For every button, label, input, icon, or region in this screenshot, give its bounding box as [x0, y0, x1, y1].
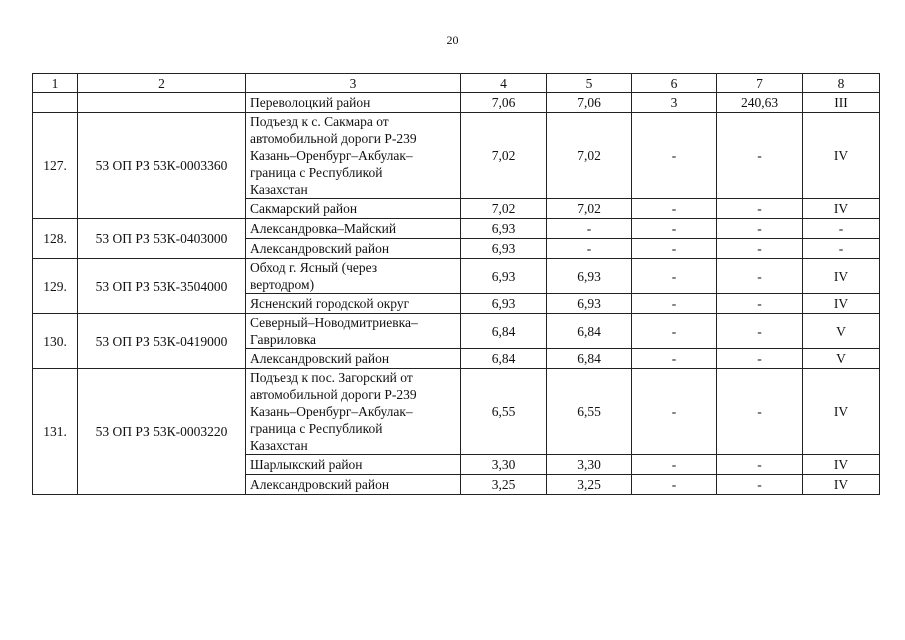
value-cell: - — [632, 113, 717, 199]
empty-cell — [33, 93, 78, 113]
district-name: Александровский район — [246, 349, 461, 369]
value-cell: 6,55 — [547, 369, 632, 455]
road-number: 131. — [33, 369, 78, 495]
district-name: Ясненский городской округ — [246, 294, 461, 314]
header-cell: 4 — [461, 74, 547, 93]
value-cell: - — [632, 199, 717, 219]
district-name: Шарлыкский район — [246, 455, 461, 475]
road-row — [33, 314, 880, 349]
road-name-line: Гавриловка — [250, 332, 317, 347]
value-cell: - — [632, 219, 717, 239]
value-cell: - — [717, 369, 803, 455]
header-cell: 7 — [717, 74, 803, 93]
road-name-line: Казахстан — [250, 438, 308, 453]
road-number: 127. — [33, 113, 78, 219]
road-name — [246, 219, 461, 239]
value-cell: 6,84 — [461, 314, 547, 349]
value-cell: V — [803, 349, 880, 369]
value-cell: - — [717, 314, 803, 349]
empty-cell — [78, 93, 246, 113]
value-cell: - — [547, 239, 632, 259]
value-cell: 6,93 — [547, 259, 632, 294]
value-cell: 6,84 — [547, 314, 632, 349]
value-cell: 7,06 — [461, 93, 547, 113]
value-cell: IV — [803, 199, 880, 219]
value-cell: 6,93 — [461, 294, 547, 314]
value-cell: - — [717, 199, 803, 219]
road-number: 129. — [33, 259, 78, 314]
road-name — [246, 314, 461, 349]
value-cell: - — [632, 369, 717, 455]
road-name — [246, 113, 461, 199]
header-cell: 3 — [246, 74, 461, 93]
road-name-line: граница с Республикой — [250, 421, 383, 436]
value-cell: 7,02 — [547, 113, 632, 199]
road-row — [33, 219, 880, 239]
value-cell: 3 — [632, 93, 717, 113]
value-cell: 240,63 — [717, 93, 803, 113]
road-code: 53 ОП РЗ 53К-0403000 — [78, 219, 246, 259]
road-name-line: Обход г. Ясный (через — [250, 260, 378, 275]
value-cell: V — [803, 314, 880, 349]
value-cell: 7,02 — [461, 199, 547, 219]
value-cell: 6,84 — [461, 349, 547, 369]
value-cell: - — [717, 475, 803, 495]
district-name: Александровский район — [246, 239, 461, 259]
value-cell: - — [717, 455, 803, 475]
road-code: 53 ОП РЗ 53К-0003360 — [78, 113, 246, 219]
roads-table — [32, 73, 880, 495]
road-name-line: Казань–Оренбург–Акбулак– — [250, 404, 413, 419]
value-cell: IV — [803, 475, 880, 495]
continuation-row — [33, 93, 880, 113]
road-name-line: вертодром) — [250, 277, 315, 292]
value-cell: 7,02 — [461, 113, 547, 199]
value-cell: IV — [803, 455, 880, 475]
header-row — [33, 74, 880, 93]
roads-table-body — [33, 74, 880, 495]
value-cell: - — [632, 455, 717, 475]
district-name: Переволоцкий район — [246, 93, 461, 113]
road-name-line: Александровка–Майский — [250, 221, 397, 236]
road-name — [246, 369, 461, 455]
value-cell: 6,93 — [461, 239, 547, 259]
road-name-line: автомобильной дороги Р-239 — [250, 387, 417, 402]
header-cell: 8 — [803, 74, 880, 93]
road-name-line: Казань–Оренбург–Акбулак– — [250, 148, 413, 163]
value-cell: - — [717, 259, 803, 294]
header-cell: 2 — [78, 74, 246, 93]
road-number: 130. — [33, 314, 78, 369]
district-name: Александровский район — [246, 475, 461, 495]
value-cell: 3,25 — [461, 475, 547, 495]
value-cell: - — [632, 314, 717, 349]
district-name: Сакмарский район — [246, 199, 461, 219]
value-cell: IV — [803, 294, 880, 314]
value-cell: 6,93 — [461, 219, 547, 239]
road-name-line: Подъезд к с. Сакмара от — [250, 114, 389, 129]
value-cell: - — [717, 349, 803, 369]
value-cell: 6,84 — [547, 349, 632, 369]
road-row — [33, 259, 880, 294]
road-name-line: Подъезд к пос. Загорский от — [250, 370, 413, 385]
road-row — [33, 113, 880, 199]
value-cell: - — [717, 294, 803, 314]
page-number: 20 — [446, 33, 459, 47]
value-cell: 6,93 — [547, 294, 632, 314]
value-cell: - — [803, 219, 880, 239]
value-cell: - — [717, 219, 803, 239]
header-cell: 5 — [547, 74, 632, 93]
value-cell: 6,55 — [461, 369, 547, 455]
value-cell: IV — [803, 259, 880, 294]
value-cell: - — [547, 219, 632, 239]
value-cell: 3,30 — [547, 455, 632, 475]
road-name-line: Казахстан — [250, 182, 308, 197]
value-cell: - — [632, 349, 717, 369]
value-cell: 3,25 — [547, 475, 632, 495]
road-code: 53 ОП РЗ 53К-0003220 — [78, 369, 246, 495]
header-cell: 1 — [33, 74, 78, 93]
value-cell: 3,30 — [461, 455, 547, 475]
value-cell: - — [632, 239, 717, 259]
value-cell: III — [803, 93, 880, 113]
road-name — [246, 259, 461, 294]
value-cell: - — [632, 294, 717, 314]
value-cell: 7,06 — [547, 93, 632, 113]
road-row — [33, 369, 880, 455]
value-cell: - — [632, 259, 717, 294]
road-name-line: Северный–Новодмитриевка– — [250, 315, 418, 330]
header-cell: 6 — [632, 74, 717, 93]
value-cell: - — [803, 239, 880, 259]
road-code: 53 ОП РЗ 53К-3504000 — [78, 259, 246, 314]
value-cell: IV — [803, 113, 880, 199]
road-code: 53 ОП РЗ 53К-0419000 — [78, 314, 246, 369]
value-cell: 7,02 — [547, 199, 632, 219]
value-cell: IV — [803, 369, 880, 455]
road-name-line: автомобильной дороги Р-239 — [250, 131, 417, 146]
road-name-line: граница с Республикой — [250, 165, 383, 180]
value-cell: - — [717, 113, 803, 199]
road-number: 128. — [33, 219, 78, 259]
value-cell: - — [632, 475, 717, 495]
value-cell: 6,93 — [461, 259, 547, 294]
value-cell: - — [717, 239, 803, 259]
